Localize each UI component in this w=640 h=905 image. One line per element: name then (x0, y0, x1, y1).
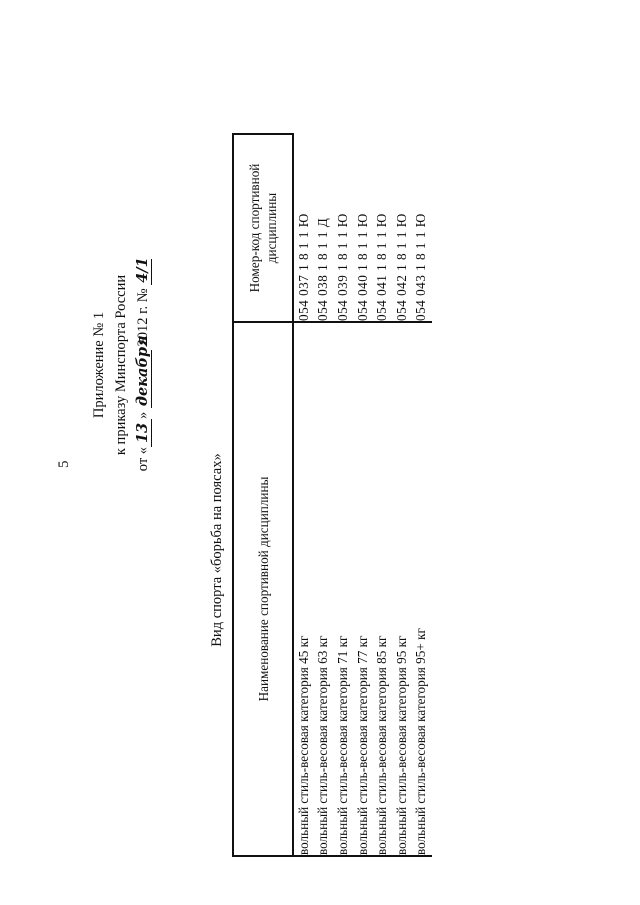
table-header-row (233, 134, 293, 856)
table-row (392, 134, 412, 856)
discipline-code: 054 038 1 8 1 1 Д (314, 134, 334, 322)
table-row (372, 134, 392, 856)
header-discipline-name: Наименование спортивной дисциплины (233, 322, 293, 856)
discipline-name: вольный стиль-весовая категория 85 кг (372, 322, 392, 856)
page-number: 5 (56, 460, 72, 468)
discipline-name: вольный стиль-весовая категория 63 кг (314, 322, 334, 856)
table-row (333, 134, 353, 856)
header-code-line1: Номер-код спортивной (247, 163, 262, 293)
appendix-header (88, 215, 154, 515)
discipline-name: вольный стиль-весовая категория 71 кг (333, 322, 353, 856)
header-code-line2: дисциплины (264, 192, 279, 264)
discipline-code: 054 042 1 8 1 1 Ю (392, 134, 412, 322)
appendix-title: Приложение № 1 (91, 311, 107, 419)
appendix-order-ref: к приказу Минспорта России (113, 274, 129, 456)
discipline-code: 054 039 1 8 1 1 Ю (333, 134, 353, 322)
discipline-code: 054 040 1 8 1 1 Ю (353, 134, 373, 322)
discipline-code: 054 037 1 8 1 1 Ю (293, 134, 314, 322)
date-year: 2012 г. № (135, 288, 151, 347)
discipline-code: 054 043 1 8 1 1 Ю (412, 134, 433, 322)
table-row (293, 134, 314, 856)
discipline-name: вольный стиль-весовая категория 45 кг (293, 322, 314, 856)
handwritten-month: декабря (134, 335, 151, 407)
discipline-name: вольный стиль-весовая категория 77 кг (353, 322, 373, 856)
table-row (314, 134, 334, 856)
discipline-name: вольный стиль-весовая категория 95 кг (392, 322, 412, 856)
handwritten-day: 13 (135, 419, 152, 447)
date-quote: » (135, 411, 151, 419)
header-discipline-code (233, 134, 293, 322)
handwritten-order-number: 4/1 (134, 257, 151, 283)
table-row (412, 134, 433, 856)
table-row (353, 134, 373, 856)
discipline-code: 054 041 1 8 1 1 Ю (372, 134, 392, 322)
disciplines-table (232, 133, 432, 857)
date-prefix: от « (135, 446, 151, 472)
sport-title: Вид спорта «борьба на поясах» (209, 453, 225, 647)
appendix-date-line (132, 215, 154, 515)
discipline-name: вольный стиль-весовая категория 95+ кг (412, 322, 433, 856)
